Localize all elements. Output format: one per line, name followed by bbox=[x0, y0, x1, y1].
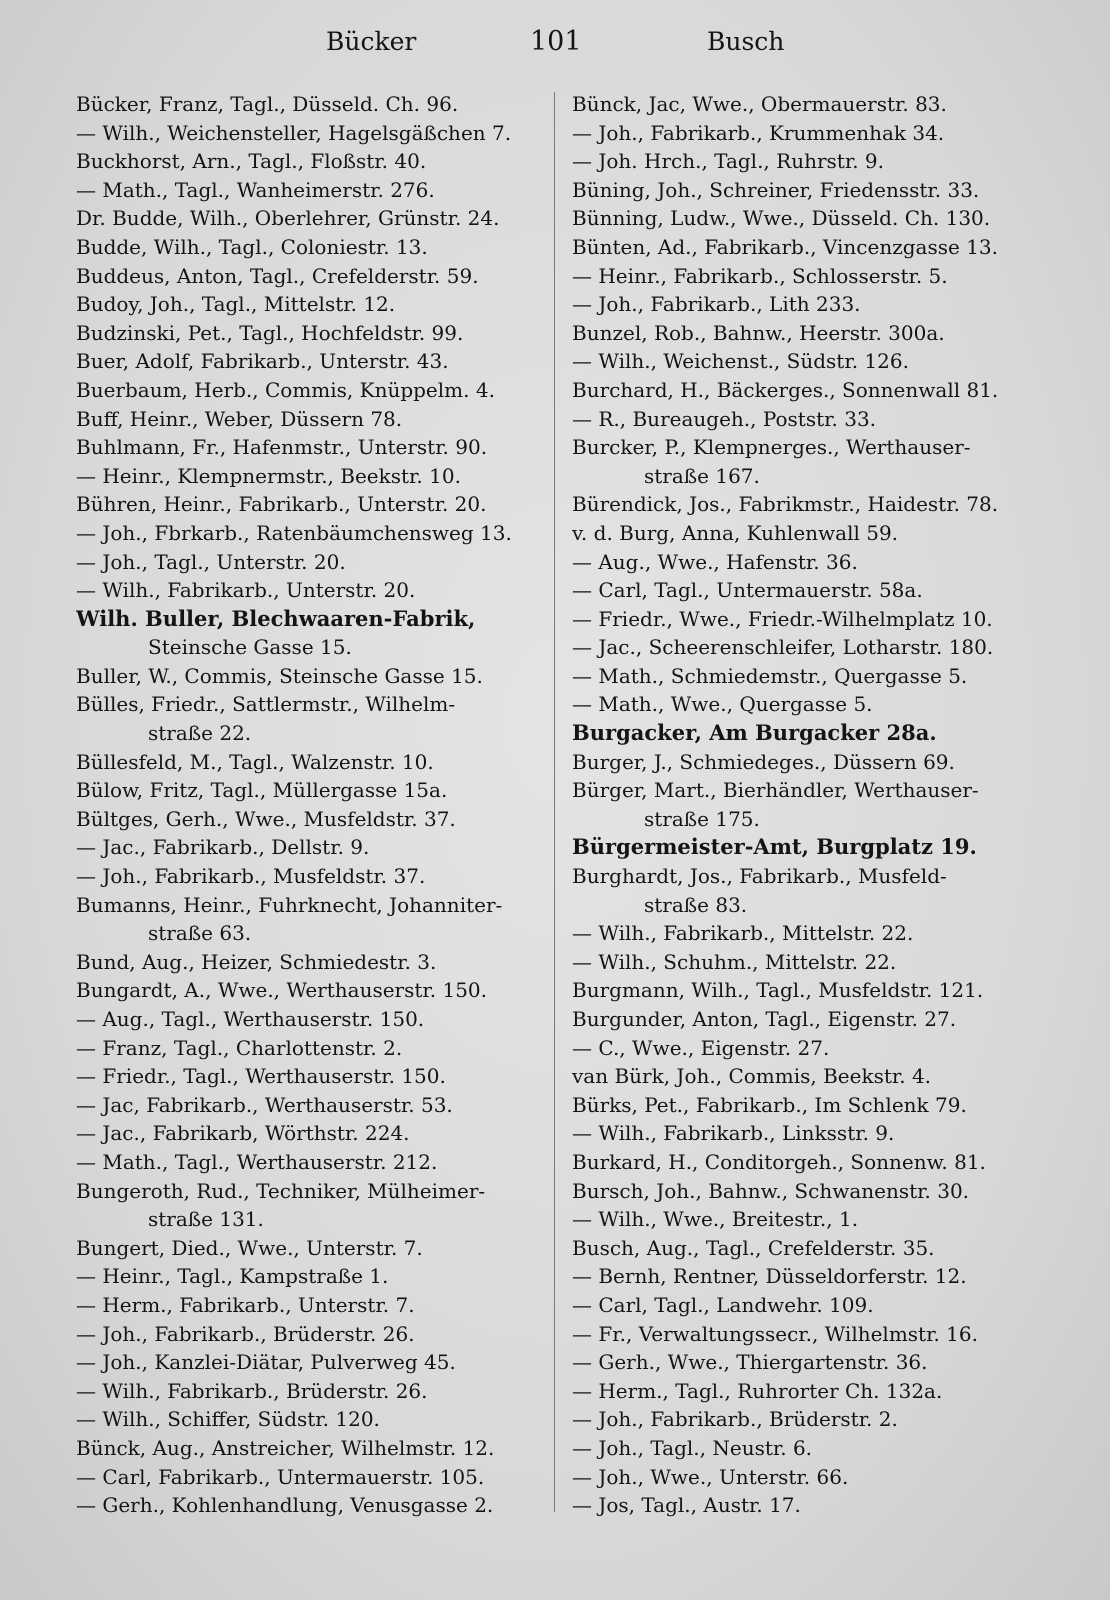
directory-entry: — Aug., Wwe., Hafenstr. 36. bbox=[572, 549, 858, 574]
directory-entry: Budoy, Joh., Tagl., Mittelstr. 12. bbox=[76, 292, 396, 317]
directory-entry: Dr. Budde, Wilh., Oberlehrer, Grünstr. 24. bbox=[76, 206, 500, 231]
directory-entry: — Wilh., Fabrikarb., Mittelstr. 22. bbox=[572, 921, 914, 946]
directory-entry: — Wilh., Weichensteller, Hagelsgäßchen 7. bbox=[76, 120, 512, 145]
directory-entry: Burghardt, Jos., Fabrikarb., Musfeld- bbox=[572, 864, 947, 889]
directory-entry: Bursch, Joh., Bahnw., Schwanenstr. 30. bbox=[572, 1178, 970, 1203]
directory-entry: — R., Bureaugeh., Poststr. 33. bbox=[572, 406, 877, 431]
directory-entry: — Joh. Hrch., Tagl., Ruhrstr. 9. bbox=[572, 149, 884, 174]
directory-entry: Buerbaum, Herb., Commis, Knüppelm. 4. bbox=[76, 377, 495, 402]
directory-entry: Bühren, Heinr., Fabrikarb., Unterstr. 20. bbox=[76, 492, 487, 517]
directory-entry: Bungardt, A., Wwe., Werthauserstr. 150. bbox=[76, 978, 488, 1003]
directory-entry: — Aug., Tagl., Werthauserstr. 150. bbox=[76, 1007, 425, 1031]
directory-entry: Burcker, P., Klempnerges., Werthauser- bbox=[572, 435, 971, 460]
directory-entry: — Jac, Fabrikarb., Werthauserstr. 53. bbox=[76, 1092, 453, 1117]
directory-entry: — Heinr., Fabrikarb., Schlosserstr. 5. bbox=[572, 263, 948, 288]
directory-entry: — Wilh., Fabrikarb., Brüderstr. 26. bbox=[76, 1378, 428, 1403]
directory-entry: Burger, J., Schmiedeges., Düssern 69. bbox=[572, 749, 955, 774]
directory-entry: Bund, Aug., Heizer, Schmiedestr. 3. bbox=[76, 949, 437, 974]
directory-entry: — Bernh, Rentner, Düsseldorferstr. 12. bbox=[572, 1264, 967, 1289]
directory-entry: Burkard, H., Conditorgeh., Sonnenw. 81. bbox=[572, 1149, 986, 1174]
directory-entry: — Math., Tagl., Wanheimerstr. 276. bbox=[76, 177, 435, 202]
directory-entry: v. d. Burg, Anna, Kuhlenwall 59. bbox=[572, 520, 899, 545]
right-column bbox=[572, 90, 1050, 1520]
entry-continuation: straße 167. bbox=[644, 463, 760, 488]
directory-entry: Bungeroth, Rud., Techniker, Mülheimer- bbox=[76, 1178, 486, 1203]
entry-continuation: straße 175. bbox=[644, 806, 760, 831]
directory-entry: Bünning, Ludw., Wwe., Düsseld. Ch. 130. bbox=[572, 206, 991, 231]
entry-continuation: straße 63. bbox=[148, 921, 252, 946]
directory-entry: — Wilh., Fabrikarb., Unterstr. 20. bbox=[76, 578, 416, 603]
left-column bbox=[76, 90, 546, 1520]
directory-entry: — Franz, Tagl., Charlottenstr. 2. bbox=[76, 1035, 403, 1060]
directory-entry: — Joh., Tagl., Unterstr. 20. bbox=[76, 549, 346, 574]
directory-entry: — Joh., Fbrkarb., Ratenbäumchensweg 13. bbox=[76, 520, 512, 545]
directory-entry: — Carl, Tagl., Landwehr. 109. bbox=[572, 1292, 874, 1317]
directory-entry: Bürendick, Jos., Fabrikmstr., Haidestr. 78. bbox=[572, 492, 999, 517]
directory-entry: — Herm., Fabrikarb., Unterstr. 7. bbox=[76, 1292, 415, 1317]
directory-entry: — Math., Tagl., Werthauserstr. 212. bbox=[76, 1149, 438, 1174]
directory-entry: — Jac., Fabrikarb, Wörthstr. 224. bbox=[76, 1121, 410, 1146]
directory-entry: Bünck, Jac, Wwe., Obermauerstr. 83. bbox=[572, 92, 947, 116]
directory-entry: — Joh., Fabrikarb., Brüderstr. 2. bbox=[572, 1407, 898, 1432]
directory-entry: — Joh., Fabrikarb., Lith 233. bbox=[572, 292, 861, 317]
directory-entry: — Heinr., Tagl., Kampstraße 1. bbox=[76, 1264, 389, 1289]
directory-entry: Buer, Adolf, Fabrikarb., Unterstr. 43. bbox=[76, 349, 449, 374]
directory-entry: — Joh., Kanzlei-Diätar, Pulverweg 45. bbox=[76, 1350, 456, 1375]
directory-entry: Buckhorst, Arn., Tagl., Floßstr. 40. bbox=[76, 149, 427, 174]
directory-entry: — Gerh., Kohlenhandlung, Venusgasse 2. bbox=[76, 1493, 494, 1518]
entry-continuation: straße 83. bbox=[644, 892, 748, 917]
directory-entry: — Jos, Tagl., Austr. 17. bbox=[572, 1493, 801, 1518]
directory-entry: — Jac., Fabrikarb., Dellstr. 9. bbox=[76, 835, 370, 860]
directory-entry: Bünck, Aug., Anstreicher, Wilhelmstr. 12. bbox=[76, 1435, 495, 1460]
directory-entry: Bungert, Died., Wwe., Unterstr. 7. bbox=[76, 1235, 423, 1260]
page-number: 101 bbox=[530, 26, 582, 57]
column-divider bbox=[554, 92, 555, 1512]
directory-entry: — Wilh., Schuhm., Mittelstr. 22. bbox=[572, 949, 897, 974]
directory-entry: Buhlmann, Fr., Hafenmstr., Unterstr. 90. bbox=[76, 435, 488, 460]
directory-entry: Bürger, Mart., Bierhändler, Werthauser- bbox=[572, 778, 979, 803]
directory-entry: — Wilh., Wwe., Breitestr., 1. bbox=[572, 1207, 859, 1232]
business-entry: Bürgermeister-Amt, Burgplatz 19. bbox=[572, 834, 977, 860]
directory-entry: Budzinski, Pet., Tagl., Hochfeldstr. 99. bbox=[76, 320, 464, 345]
directory-entry: Bürks, Pet., Fabrikarb., Im Schlenk 79. bbox=[572, 1092, 967, 1117]
directory-entry: — C., Wwe., Eigenstr. 27. bbox=[572, 1035, 830, 1060]
directory-entry: — Jac., Scheerenschleifer, Lotharstr. 180. bbox=[572, 635, 994, 660]
directory-entry: — Wilh., Weichenst., Südstr. 126. bbox=[572, 349, 909, 374]
entry-continuation: straße 131. bbox=[148, 1207, 264, 1232]
running-header bbox=[0, 22, 1110, 62]
directory-entry: — Joh., Fabrikarb., Krummenhak 34. bbox=[572, 120, 945, 145]
directory-entry: van Bürk, Joh., Commis, Beekstr. 4. bbox=[572, 1064, 932, 1089]
directory-entry: — Heinr., Klempnermstr., Beekstr. 10. bbox=[76, 463, 461, 488]
directory-entry: — Friedr., Tagl., Werthauserstr. 150. bbox=[76, 1064, 446, 1089]
header-right-keyword: Busch bbox=[707, 27, 785, 56]
header-left-keyword: Bücker bbox=[326, 27, 417, 56]
directory-entry: — Math., Wwe., Quergasse 5. bbox=[572, 692, 873, 717]
directory-entry: Bünten, Ad., Fabrikarb., Vincenzgasse 13. bbox=[572, 234, 999, 259]
directory-entry: — Math., Schmiedemstr., Quergasse 5. bbox=[572, 663, 968, 688]
directory-entry: — Carl, Tagl., Untermauerstr. 58a. bbox=[572, 578, 923, 603]
directory-entry: Büning, Joh., Schreiner, Friedensstr. 33. bbox=[572, 177, 980, 202]
directory-entry: — Joh., Tagl., Neustr. 6. bbox=[572, 1435, 813, 1460]
directory-entry: Büllesfeld, M., Tagl., Walzenstr. 10. bbox=[76, 749, 434, 774]
entry-continuation: Steinsche Gasse 15. bbox=[148, 635, 352, 660]
directory-entry: — Joh., Fabrikarb., Musfeldstr. 37. bbox=[76, 864, 426, 889]
directory-entry: — Carl, Fabrikarb., Untermauerstr. 105. bbox=[76, 1464, 485, 1489]
directory-entry: Bülow, Fritz, Tagl., Müllergasse 15a. bbox=[76, 778, 448, 803]
business-entry: Wilh. Buller, Blechwaaren-Fabrik, bbox=[76, 605, 476, 631]
directory-entry: Bumanns, Heinr., Fuhrknecht, Johanniter- bbox=[76, 892, 503, 917]
directory-entry: — Joh., Wwe., Unterstr. 66. bbox=[572, 1464, 849, 1489]
business-entry: Burgacker, Am Burgacker 28a. bbox=[572, 720, 937, 746]
directory-entry: Bücker, Franz, Tagl., Düsseld. Ch. 96. bbox=[76, 92, 459, 116]
directory-entry: Buller, W., Commis, Steinsche Gasse 15. bbox=[76, 663, 483, 688]
directory-entry: Buddeus, Anton, Tagl., Crefelderstr. 59. bbox=[76, 263, 479, 288]
directory-entry: — Fr., Verwaltungssecr., Wilhelmstr. 16. bbox=[572, 1321, 978, 1346]
directory-entry: — Joh., Fabrikarb., Brüderstr. 26. bbox=[76, 1321, 415, 1346]
directory-entry: Buff, Heinr., Weber, Düssern 78. bbox=[76, 406, 403, 431]
directory-entry: — Herm., Tagl., Ruhrorter Ch. 132a. bbox=[572, 1378, 943, 1403]
directory-entry: Burgunder, Anton, Tagl., Eigenstr. 27. bbox=[572, 1007, 957, 1031]
directory-entry: Budde, Wilh., Tagl., Coloniestr. 13. bbox=[76, 234, 428, 259]
directory-entry: Bültges, Gerh., Wwe., Musfeldstr. 37. bbox=[76, 806, 456, 831]
directory-entry: Bunzel, Rob., Bahnw., Heerstr. 300a. bbox=[572, 320, 945, 345]
directory-entry: — Wilh., Fabrikarb., Linksstr. 9. bbox=[572, 1121, 895, 1146]
directory-entry: — Wilh., Schiffer, Südstr. 120. bbox=[76, 1407, 380, 1432]
directory-entry: Burchard, H., Bäckerges., Sonnenwall 81. bbox=[572, 377, 999, 402]
directory-entry: Busch, Aug., Tagl., Crefelderstr. 35. bbox=[572, 1235, 935, 1260]
directory-entry: Bülles, Friedr., Sattlermstr., Wilhelm- bbox=[76, 692, 456, 717]
directory-entry: — Gerh., Wwe., Thiergartenstr. 36. bbox=[572, 1350, 928, 1375]
directory-entry: — Friedr., Wwe., Friedr.-Wilhelmplatz 10. bbox=[572, 606, 993, 631]
directory-entry: Burgmann, Wilh., Tagl., Musfeldstr. 121. bbox=[572, 978, 984, 1003]
entry-continuation: straße 22. bbox=[148, 721, 252, 746]
